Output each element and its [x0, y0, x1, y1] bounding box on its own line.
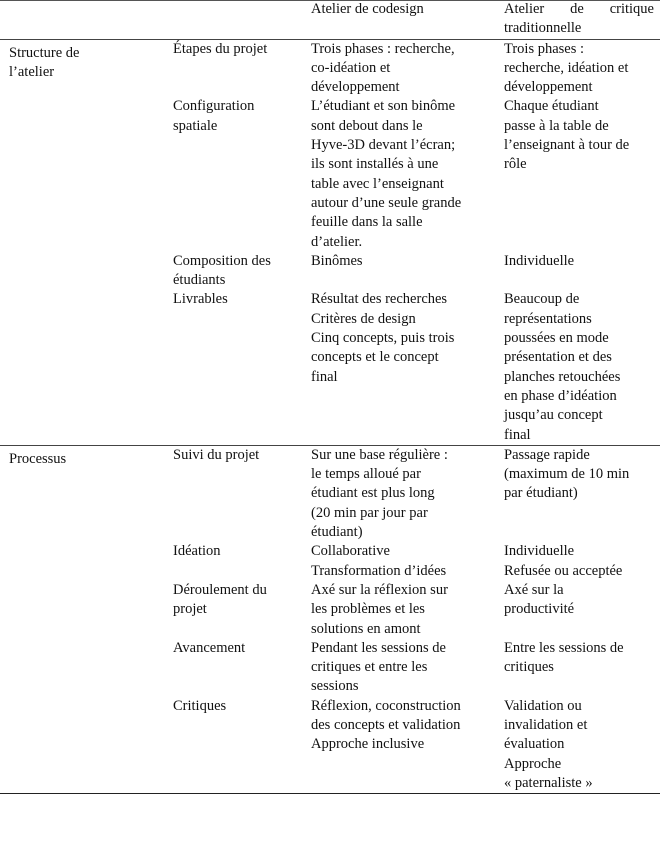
traditional-line: Axé sur la: [504, 581, 564, 598]
criterion-cell: [163, 639, 301, 697]
category-cell: [0, 252, 163, 291]
traditional-line: Refusée ou acceptée: [504, 562, 623, 579]
codesign-line: sont debout dans le: [311, 117, 423, 134]
table-row: [0, 445, 660, 542]
table-row: [0, 697, 660, 794]
category-cell: [0, 697, 163, 794]
traditional-line: passe à la table de: [504, 117, 609, 134]
traditional-cell: [493, 697, 660, 794]
codesign-cell: [301, 639, 493, 697]
codesign-line: autour d’une seule grande: [311, 194, 462, 211]
codesign-line: Binômes: [311, 252, 363, 269]
header-codesign: [301, 0, 493, 39]
codesign-line: Axé sur la réflexion sur: [311, 581, 448, 598]
traditional-cell: [493, 445, 660, 542]
header-traditional: [493, 0, 660, 39]
codesign-line: Cinq concepts, puis trois: [311, 330, 455, 347]
category-cell: [0, 542, 163, 581]
header-empty-category: [0, 0, 163, 39]
criterion-cell: [163, 697, 301, 794]
traditional-line: poussées en mode: [504, 330, 609, 347]
codesign-line: feuille dans la salle: [311, 214, 423, 231]
codesign-line: sessions: [311, 678, 359, 695]
traditional-line: invalidation et: [504, 716, 588, 733]
category-cell: [0, 97, 163, 251]
codesign-line: Hyve-3D devant l’écran;: [311, 137, 456, 154]
codesign-cell: [301, 97, 493, 251]
traditional-line: Validation ou: [504, 697, 582, 714]
criterion-cell: [163, 290, 301, 445]
table-row: [0, 290, 660, 445]
table-row: [0, 542, 660, 581]
header-row: [0, 0, 660, 39]
traditional-line: Individuelle: [504, 543, 575, 560]
codesign-line: des concepts et validation: [311, 716, 461, 733]
codesign-cell: [301, 445, 493, 542]
traditional-line: critiques: [504, 659, 554, 676]
codesign-line: développement: [311, 79, 400, 96]
traditional-cell: [493, 542, 660, 581]
table-row: [0, 97, 660, 251]
traditional-line: Trois phases :: [504, 40, 585, 57]
criterion-line: Composition des: [173, 252, 271, 269]
criterion-cell: [163, 97, 301, 251]
traditional-cell: [493, 252, 660, 291]
category-label: Processus: [9, 450, 67, 467]
table-row: [0, 581, 660, 639]
codesign-line: concepts et le concept: [311, 349, 439, 366]
traditional-line: Passage rapide: [504, 446, 590, 463]
category-cell: [0, 445, 163, 542]
header-traditional-line1: Atelier de critique: [504, 1, 654, 17]
criterion-line: spatiale: [173, 117, 218, 134]
codesign-line: Critères de design: [311, 310, 416, 327]
codesign-line: final: [311, 368, 338, 385]
criterion-line: projet: [173, 601, 207, 618]
codesign-line: les problèmes et les: [311, 601, 425, 618]
traditional-line: recherche, idéation et: [504, 59, 629, 76]
codesign-line: L’étudiant et son binôme: [311, 98, 456, 115]
criterion-cell: [163, 252, 301, 291]
criterion-cell: [163, 39, 301, 97]
traditional-line: par étudiant): [504, 485, 578, 502]
traditional-line: jusqu’au concept: [504, 407, 603, 424]
codesign-line: Pendant les sessions de: [311, 639, 446, 656]
table-body: [0, 39, 660, 794]
category-cell: [0, 639, 163, 697]
codesign-line: Résultat des recherches: [311, 291, 448, 308]
criterion-line: Avancement: [173, 639, 246, 656]
codesign-line: (20 min par jour par: [311, 504, 428, 521]
codesign-line: étudiant est plus long: [311, 485, 435, 502]
codesign-cell: [301, 581, 493, 639]
codesign-line: Collaborative: [311, 543, 390, 560]
table-row: [0, 252, 660, 291]
codesign-line: critiques et entre les: [311, 659, 428, 676]
traditional-line: Chaque étudiant: [504, 98, 599, 115]
category-label: l’atelier: [9, 63, 55, 80]
criterion-cell: [163, 542, 301, 581]
codesign-line: ils sont installés à une: [311, 156, 439, 173]
traditional-line: Beaucoup de: [504, 291, 580, 308]
table-row: [0, 39, 660, 97]
codesign-line: étudiant): [311, 524, 363, 541]
traditional-line: évaluation: [504, 736, 565, 753]
codesign-cell: [301, 697, 493, 794]
category-cell: [0, 290, 163, 445]
traditional-cell: [493, 290, 660, 445]
traditional-line: Individuelle: [504, 252, 575, 269]
traditional-line: final: [504, 426, 531, 443]
criterion-cell: [163, 445, 301, 542]
codesign-line: Trois phases : recherche,: [311, 40, 455, 57]
traditional-line: Entre les sessions de: [504, 639, 624, 656]
table-row: [0, 639, 660, 697]
table-header: [0, 0, 660, 39]
category-label: Structure de: [9, 44, 80, 61]
traditional-line: planches retouchées: [504, 368, 621, 385]
codesign-cell: [301, 290, 493, 445]
traditional-line: en phase d’idéation: [504, 387, 617, 404]
traditional-line: « paternaliste »: [504, 774, 593, 791]
traditional-line: développement: [504, 79, 593, 96]
criterion-cell: [163, 581, 301, 639]
codesign-line: le temps alloué par: [311, 466, 421, 483]
header-empty-criterion: [163, 0, 301, 39]
traditional-line: rôle: [504, 156, 527, 173]
traditional-cell: [493, 39, 660, 97]
header-traditional-line2: traditionnelle: [504, 20, 582, 37]
traditional-line: productivité: [504, 601, 575, 618]
traditional-cell: [493, 97, 660, 251]
category-cell: [0, 39, 163, 97]
criterion-line: Critiques: [173, 697, 227, 714]
codesign-line: d’atelier.: [311, 233, 363, 250]
codesign-line: Transformation d’idées: [311, 562, 447, 579]
traditional-line: l’enseignant à tour de: [504, 137, 630, 154]
traditional-line: (maximum de 10 min: [504, 466, 630, 483]
criterion-line: Idéation: [173, 543, 221, 560]
traditional-line: Approche: [504, 755, 562, 772]
codesign-cell: [301, 542, 493, 581]
criterion-line: Livrables: [173, 291, 228, 308]
criterion-line: Configuration: [173, 98, 255, 115]
codesign-line: Sur une base régulière :: [311, 446, 448, 463]
criterion-line: Déroulement du: [173, 581, 267, 598]
traditional-line: présentation et des: [504, 349, 612, 366]
criterion-line: Suivi du projet: [173, 446, 260, 463]
traditional-cell: [493, 639, 660, 697]
codesign-line: Approche inclusive: [311, 736, 425, 753]
codesign-line: co-idéation et: [311, 59, 391, 76]
criterion-line: Étapes du projet: [173, 40, 268, 57]
codesign-line: table avec l’enseignant: [311, 175, 444, 192]
traditional-line: représentations: [504, 310, 592, 327]
traditional-cell: [493, 581, 660, 639]
header-codesign-label: Atelier de codesign: [311, 1, 424, 17]
codesign-line: solutions en amont: [311, 620, 421, 637]
codesign-cell: [301, 39, 493, 97]
criterion-line: étudiants: [173, 272, 226, 289]
codesign-cell: [301, 252, 493, 291]
codesign-line: Réflexion, coconstruction: [311, 697, 461, 714]
category-cell: [0, 581, 163, 639]
